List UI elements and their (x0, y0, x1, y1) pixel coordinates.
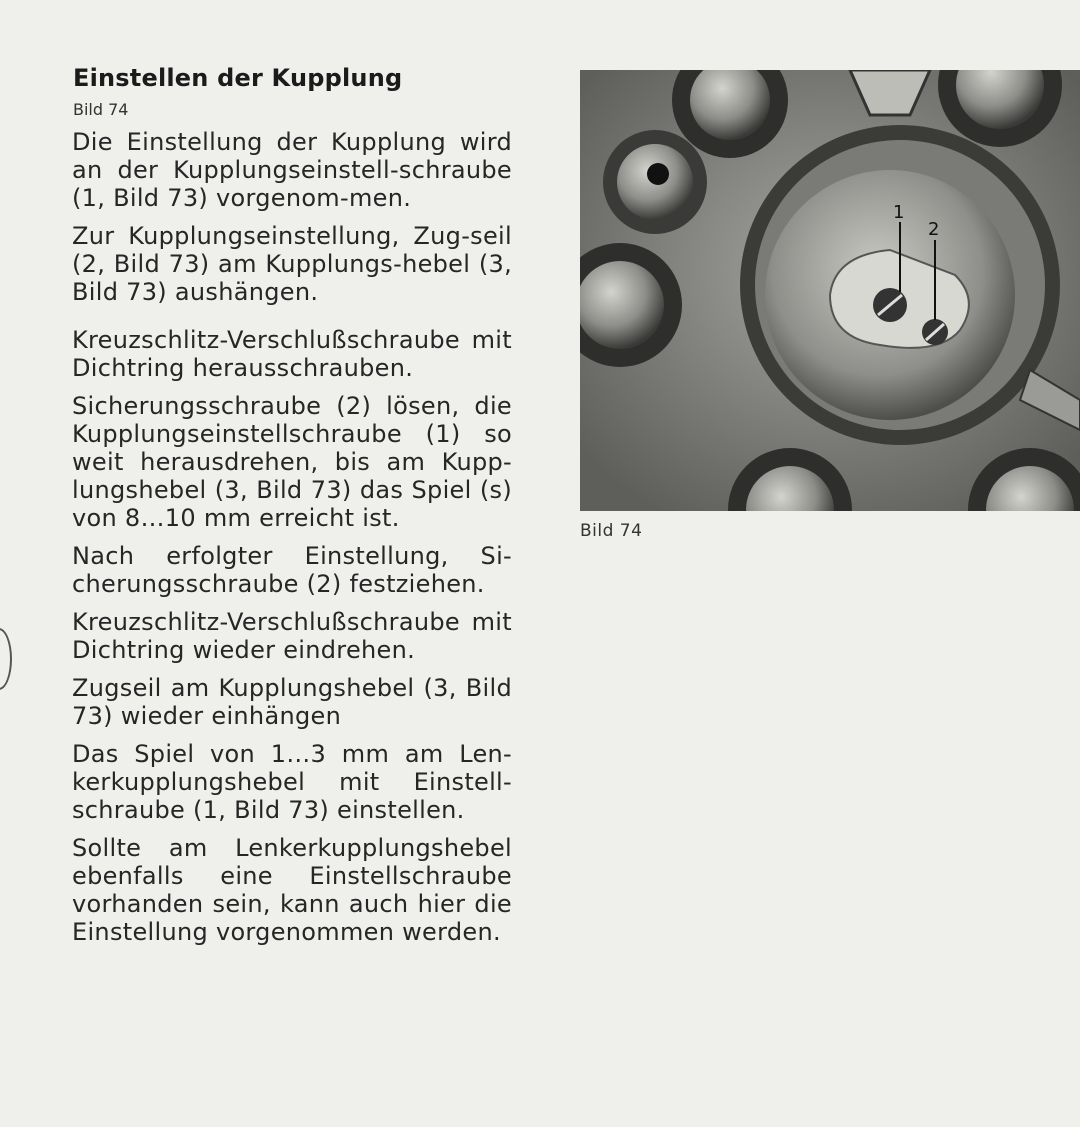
figure-caption: Bild 74 (580, 521, 643, 541)
paragraph-7: Zugseil am Kupplungshebel (3, Bild 73) wieder einhängen (72, 674, 512, 730)
clutch-adjustment-photo (580, 70, 1080, 511)
binding-hole (0, 628, 12, 690)
paragraph-4: Sicherungsschraube (2) lösen, die Kupplungseinstellschraube (1) so weit herausdrehen, bis am Kupp-lungshebel (3, Bild 73) das Spiel (s) von 8…10 mm erreicht ist. (72, 392, 512, 532)
paragraph-5: Nach erfolgter Einstellung, Si-cherungsschraube (2) festziehen. (72, 542, 512, 598)
paragraph-9: Sollte am Lenkerkupplungshebel ebenfalls eine Einstellschraube vorhanden sein, kann auch hier die Einstellung vorgenommen werden. (72, 834, 512, 946)
paragraph-8: Das Spiel von 1…3 mm am Len-kerkupplungshebel mit Einstell-schraube (1, Bild 73) einstellen. (72, 740, 512, 824)
paragraph-3: Kreuzschlitz-Verschlußschraube mit Dichtring herausschrauben. (72, 326, 512, 382)
figure-reference: Bild 74 (73, 100, 129, 119)
section-title: Einstellen der Kupplung (73, 64, 403, 92)
callout-2: 2 (928, 219, 940, 240)
paragraph-1: Die Einstellung der Kupplung wird an der Kupplungseinstell-schraube (1, Bild 73) vorgenom-men. (72, 128, 512, 212)
instruction-text (72, 128, 512, 956)
paragraph-2: Zur Kupplungseinstellung, Zug-seil (2, Bild 73) am Kupplungs-hebel (3, Bild 73) aushängen. (72, 222, 512, 306)
callout-1: 1 (893, 202, 905, 223)
paragraph-6: Kreuzschlitz-Verschlußschraube mit Dichtring wieder eindrehen. (72, 608, 512, 664)
